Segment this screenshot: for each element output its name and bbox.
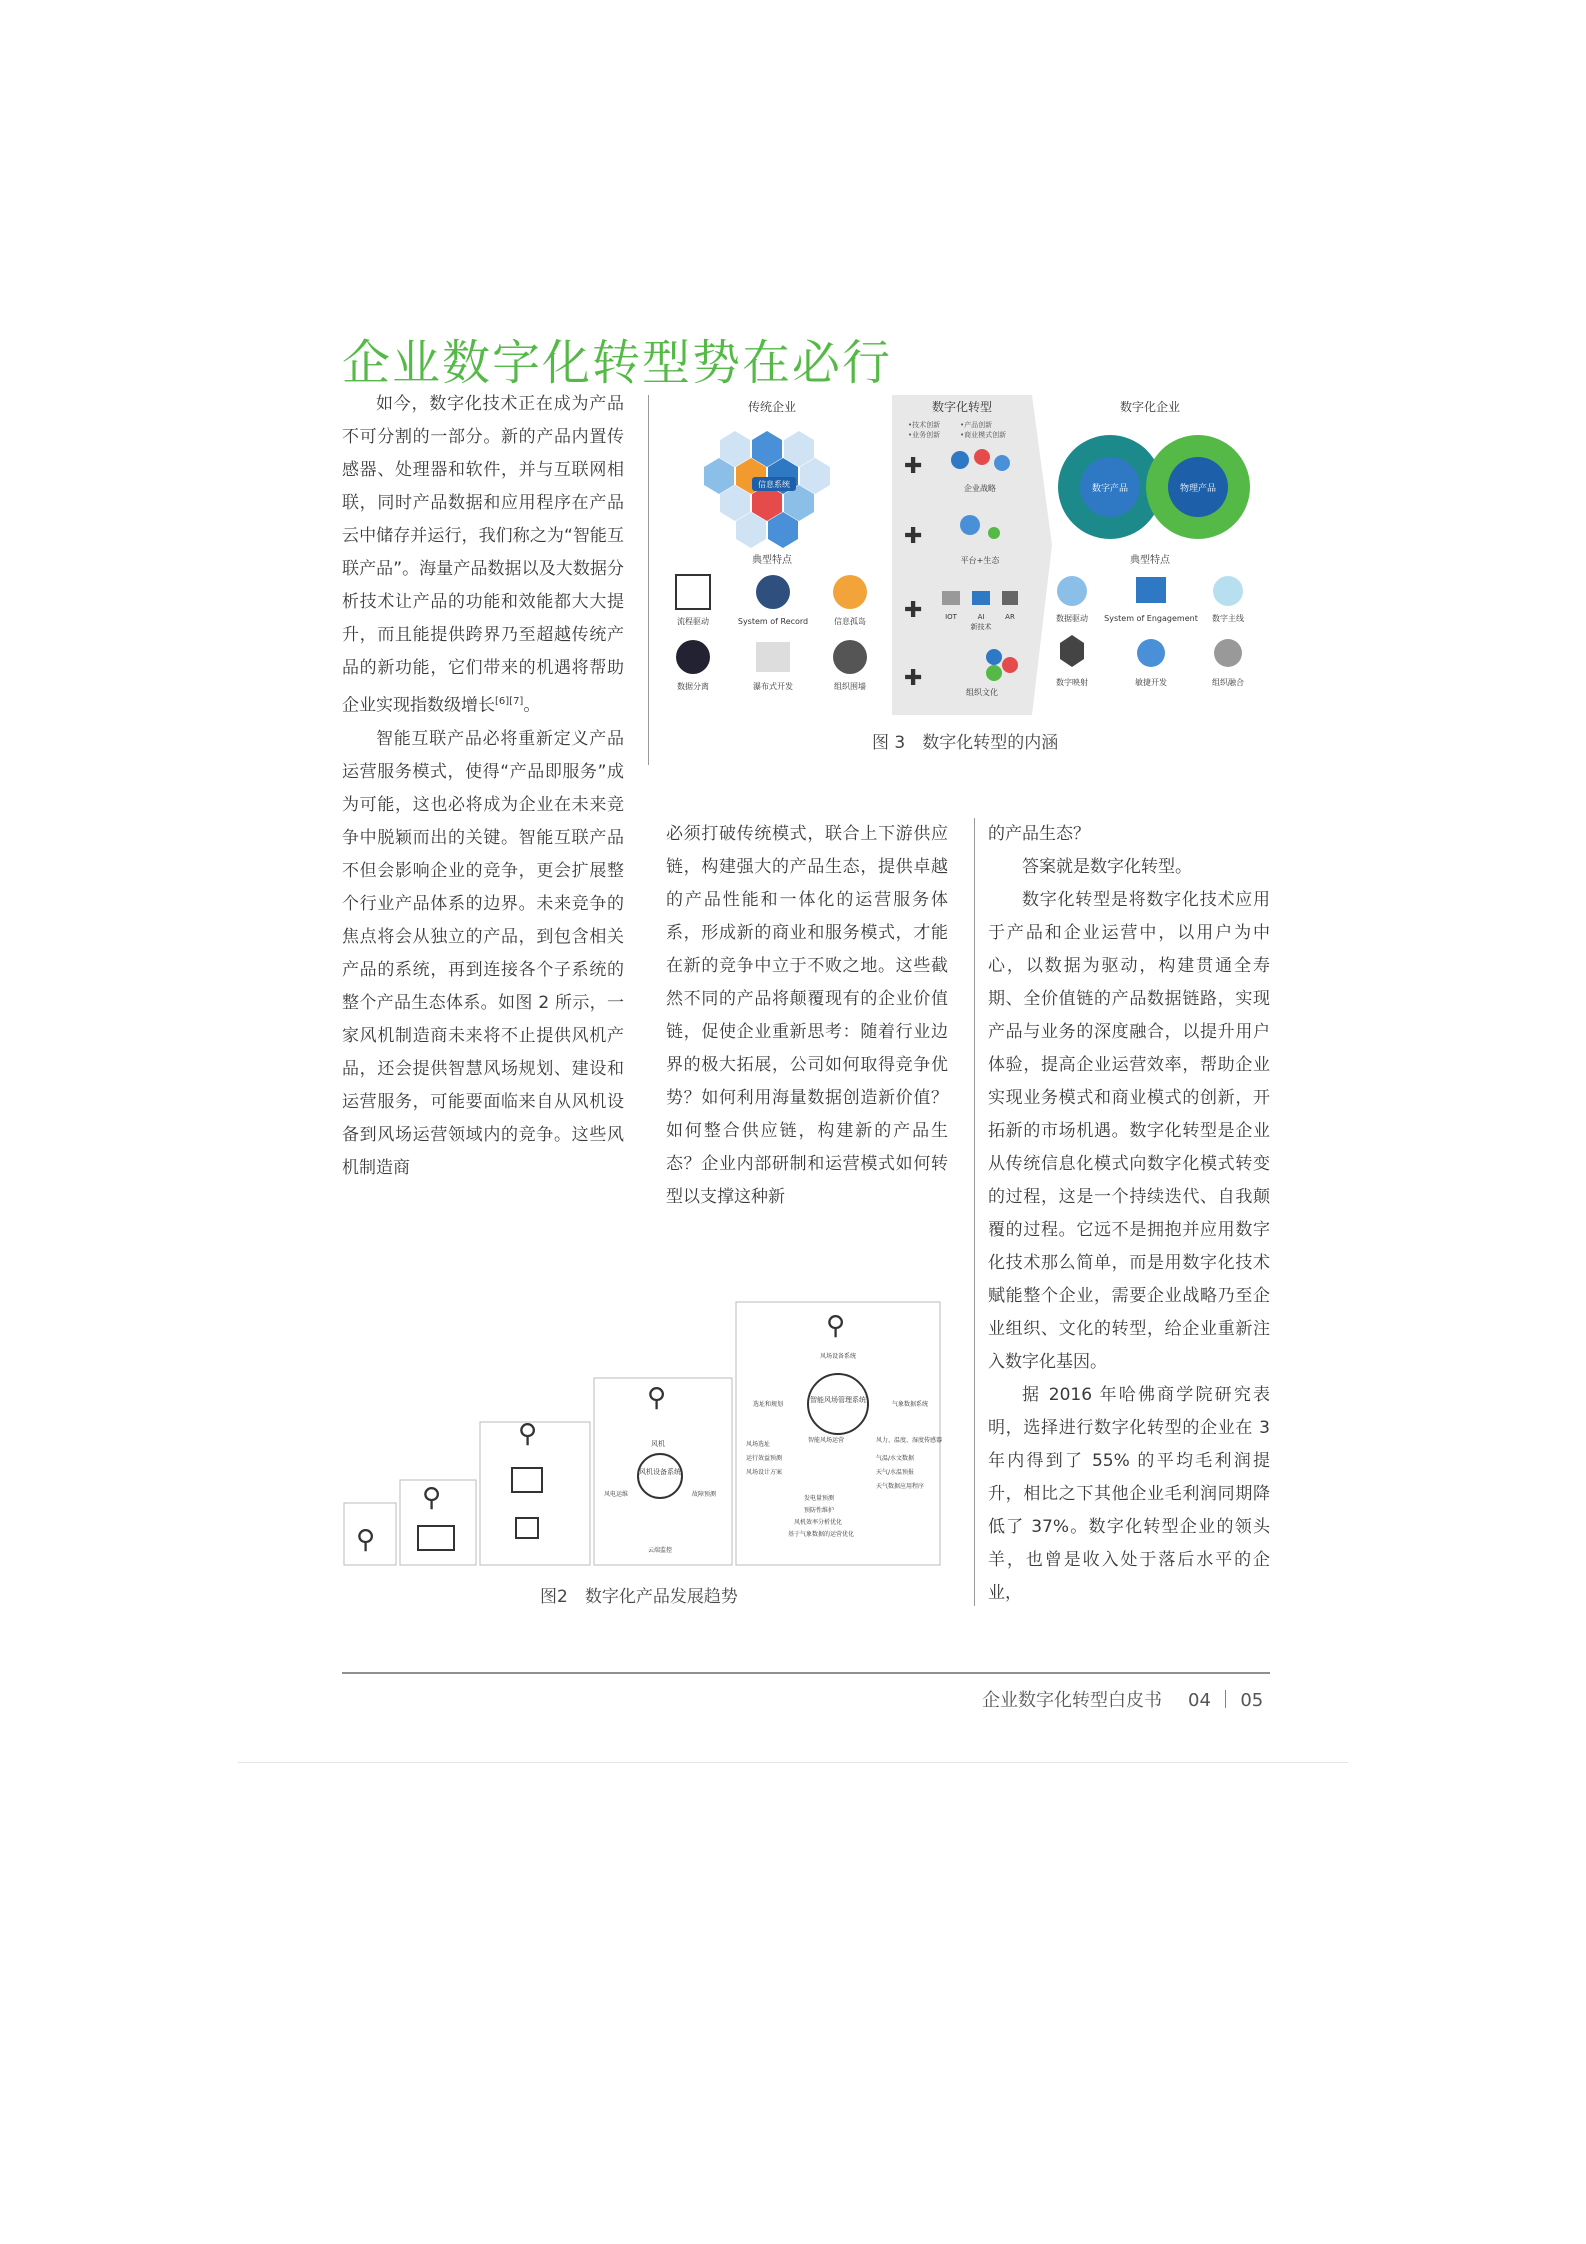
- svg-text:信息孤岛: 信息孤岛: [834, 617, 866, 626]
- svg-text:气温/水文数据: 气温/水文数据: [876, 1455, 915, 1462]
- data-separation-icon: [676, 640, 710, 674]
- footer-title: 企业数字化转型白皮书: [982, 1690, 1162, 1711]
- paragraph: 如今，数字化技术正在成为产品不可分割的一部分。新的产品内置传感器、处理器和软件，并与互联网相联，同时产品数据和应用程序在产品云中储存并运行，我们称之为“智能互联产品”。海量产品数据以及大数据分析技术让产品的功能和效能都大大提升，而且能提供跨界乃至超越传统产品的新功能，它们带来的机遇将帮助企业实现指数级增长[6][7]。: [342, 394, 624, 716]
- svg-text:新技术: 新技术: [970, 623, 992, 631]
- plus-icon: ✚: [904, 454, 923, 479]
- svg-text:风场设备系统: 风场设备系统: [819, 1353, 857, 1360]
- page-footer: [982, 1686, 1263, 1712]
- svg-text:天气/水温预报: 天气/水温预报: [876, 1469, 915, 1476]
- svg-text:组织融合: 组织融合: [1212, 678, 1244, 687]
- svg-text:风场设计方案: 风场设计方案: [746, 1469, 783, 1476]
- svg-text:数字映射: 数字映射: [1056, 678, 1088, 687]
- plus-icon: ✚: [904, 666, 923, 691]
- svg-text:数据驱动: 数据驱动: [1056, 614, 1088, 623]
- plus-icon: ✚: [904, 524, 923, 549]
- svg-text:组织文化: 组织文化: [966, 688, 998, 697]
- svg-text:气象数据系统: 气象数据系统: [891, 1401, 929, 1408]
- wind-turbine-icon: ⚲: [647, 1383, 667, 1413]
- paragraph: 智能互联产品必将重新定义产品运营服务模式，使得“产品即服务”成为可能，这也必将成为企业在未来竞争中脱颖而出的关键。智能互联产品不但会影响企业的竞争，更会扩展整个行业产品体系的边界。未来竞争的焦点将会从独立的产品，到包含相关产品的系统，再到连接各个子系统的整个产品生态体系。如图 2 所示，一家风机制造商未来将不止提供风机产品，还会提供智慧风场规划、建设和运营服务，可能要面临来自从风机设备到风场运营领域内的竞争。这些风机制造商: [342, 728, 624, 1178]
- paragraph: 数字化转型是将数字化技术应用于产品和企业运营中，以用户为中心，以数据为驱动，构建贯通全寿期、全价值链的产品数据链路，实现产品与业务的深度融合，以提升用户体验，提高企业运营效率，帮助企业实现业务模式和商业模式的创新，开拓新的市场机遇。数字化转型是企业从传统信息化模式向数字化模式转变的过程，这是一个持续迭代、自我颠覆的过程。它远不是拥抱并应用数字化技术那么简单，而是用数字化技术赋能整个企业，需要企业战略乃至企业组织、文化的转型，给企业重新注入数字化基因。: [988, 890, 1270, 1372]
- svg-text:System of Record: System of Record: [737, 617, 809, 626]
- org-wall-icon: [833, 640, 867, 674]
- text-column-2: [666, 818, 948, 1214]
- svg-text:企业战略: 企业战略: [964, 484, 996, 493]
- page-title: 企业数字化转型势在必行: [342, 335, 893, 392]
- digital-features: [1056, 576, 1244, 687]
- svg-text:System of Engagement: System of Engagement: [1104, 614, 1198, 623]
- bullet: •技术创新: [908, 421, 941, 429]
- wind-turbine-icon: ⚲: [422, 1483, 442, 1513]
- citation: [6][7]: [495, 696, 524, 707]
- island-icon: [833, 575, 867, 609]
- col-title-digital: 数字化企业: [1119, 400, 1181, 414]
- process-icon: [676, 575, 710, 609]
- svg-text:平台+生态: 平台+生态: [960, 556, 1000, 565]
- svg-text:云端监控: 云端监控: [647, 1547, 673, 1554]
- record-icon: [756, 575, 790, 609]
- svg-text:天气数据应用程序: 天气数据应用程序: [876, 1483, 925, 1490]
- svg-text:风场选址: 风场选址: [746, 1441, 771, 1448]
- waterfall-icon: [756, 642, 790, 672]
- figure-3-digital-transformation: [660, 395, 1260, 715]
- bullet: •业务创新: [908, 431, 941, 439]
- features-label-left: 典型特点: [752, 555, 792, 566]
- paragraph: 必须打破传统模式，联合上下游供应链，构建强大的产品生态，提供卓越的产品性能和一体化的运营服务体系，形成新的商业和服务模式，才能在新的竞争中立于不败之地。这些截然不同的产品将颠覆现有的企业价值链，促使企业重新思考：随着行业边界的极大拓展，公司如何取得竞争优势？如何利用海量数据创造新价值？如何整合供应链，构建新的产品生态？企业内部研制和运营模式如何转型以支撑这种新: [666, 824, 948, 1207]
- column-divider: [974, 818, 975, 1606]
- svg-text:发电量预测: 发电量预测: [804, 1495, 835, 1502]
- svg-text:数据分离: 数据分离: [677, 682, 709, 691]
- figure-2-caption: 图2 数字化产品发展趋势: [540, 1587, 738, 1607]
- column-divider: [648, 395, 649, 765]
- svg-text:风电运维: 风电运维: [603, 1491, 629, 1498]
- svg-text:智能风场管理系统: 智能风场管理系统: [810, 1396, 866, 1404]
- svg-text:敏捷开发: 敏捷开发: [1135, 678, 1167, 687]
- bullet: •产品创新: [960, 421, 993, 429]
- text-column-1: [342, 388, 624, 1185]
- plus-icon: ✚: [904, 598, 923, 623]
- svg-text:风力、温度、湿度传感器: 风力、温度、湿度传感器: [876, 1437, 942, 1444]
- hex-cluster: [704, 431, 830, 548]
- svg-text:瀑布式开发: 瀑布式开发: [753, 682, 793, 691]
- svg-text:基于气象数据的运营优化: 基于气象数据的运营优化: [788, 1531, 855, 1538]
- svg-text:物理产品: 物理产品: [1179, 484, 1217, 494]
- footer-rule: [342, 1672, 1270, 1674]
- svg-text:故障预测: 故障预测: [691, 1491, 717, 1498]
- svg-text:选址和规划: 选址和规划: [752, 1401, 784, 1408]
- col-title-transformation: 数字化转型: [931, 400, 993, 414]
- traditional-features: [676, 575, 867, 691]
- page-numbers: 04 ｜ 05: [1188, 1690, 1264, 1711]
- svg-text:数字主线: 数字主线: [1212, 614, 1244, 623]
- svg-text:IOT: IOT: [945, 613, 957, 621]
- svg-text:风机: 风机: [651, 1440, 665, 1448]
- wind-turbine-icon: ⚲: [356, 1525, 376, 1555]
- col-title-traditional: 传统企业: [747, 400, 797, 414]
- figure-2-product-trend: [342, 1300, 942, 1570]
- page-edge: [238, 1762, 1348, 1763]
- svg-text:预防性维护: 预防性维护: [804, 1507, 835, 1514]
- paragraph: 答案就是数字化转型。: [1022, 857, 1192, 877]
- svg-text:流程驱动: 流程驱动: [677, 617, 709, 626]
- features-label-right: 典型特点: [1130, 555, 1170, 566]
- svg-text:AR: AR: [1005, 613, 1015, 621]
- svg-text:运行效益预测: 运行效益预测: [746, 1455, 783, 1462]
- paragraph: 的产品生态？: [988, 824, 1090, 844]
- bullet: •商业模式创新: [960, 431, 1007, 439]
- svg-text:风机效率分析优化: 风机效率分析优化: [794, 1519, 843, 1526]
- figure-3-caption: 图 3 数字化转型的内涵: [872, 733, 1059, 753]
- hub-label: 信息系统: [758, 480, 790, 489]
- wind-turbine-icon: ⚲: [518, 1419, 538, 1449]
- svg-text:风机设备系统: 风机设备系统: [639, 1468, 681, 1476]
- text-column-3: [988, 818, 1270, 1610]
- paragraph: 据 2016 年哈佛商学院研究表明，选择进行数字化转型的企业在 3 年内得到了 55% 的平均毛利润提升，相比之下其他企业毛利润同期降低了 37%。数字化转型企业的领头羊，也曾是收入处于落后水平的企业，: [988, 1385, 1270, 1603]
- svg-text:智能风场运营: 智能风场运营: [808, 1437, 845, 1444]
- svg-text:组织围墙: 组织围墙: [834, 682, 866, 691]
- wind-turbine-icon: ⚲: [826, 1311, 846, 1341]
- digital-circles: [1058, 435, 1250, 539]
- svg-text:数字产品: 数字产品: [1091, 484, 1129, 494]
- svg-text:AI: AI: [977, 613, 985, 621]
